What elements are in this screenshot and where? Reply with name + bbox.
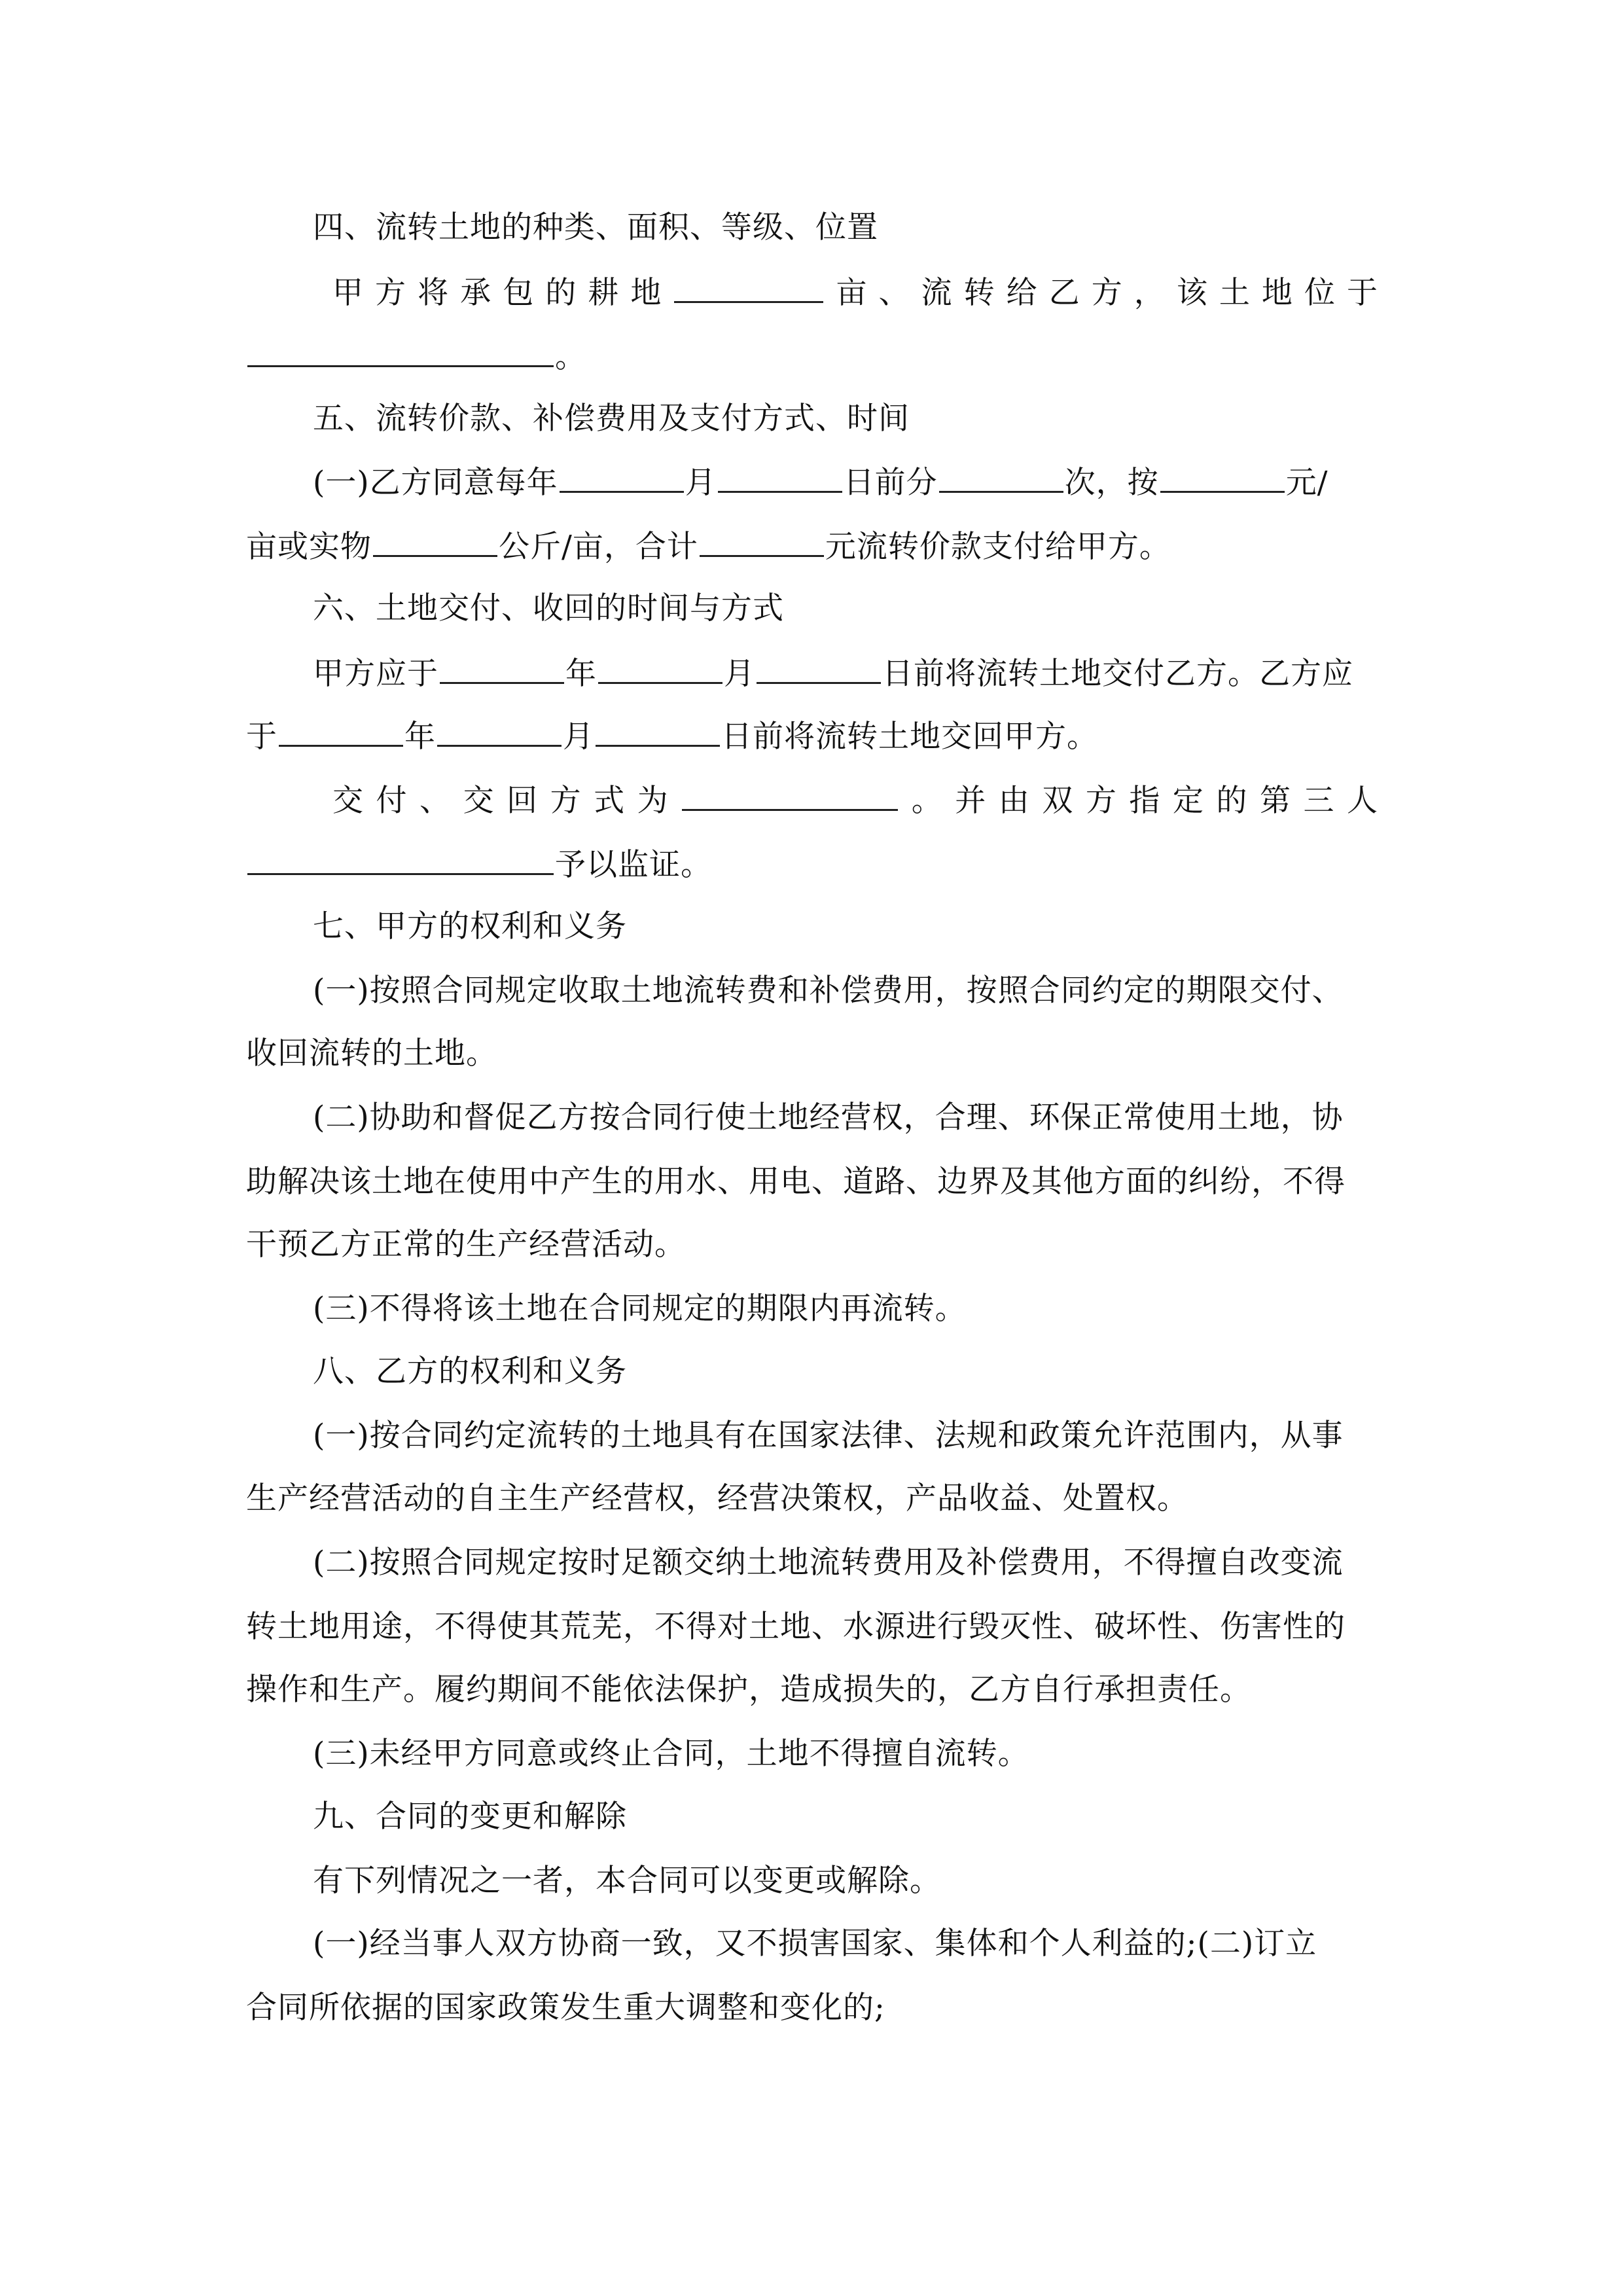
delivery-day-blank[interactable] (757, 653, 881, 684)
area-blank[interactable] (674, 272, 823, 303)
section-8-item-2-line-1: (二)按照合同规定按时足额交纳土地流转费用及补偿费用，不得擅自改变流 (313, 1545, 1344, 1581)
section-8-item-1-line-1: (一)按合同约定流转的土地具有在国家法律、法规和政策允许范围内，从事 (313, 1418, 1344, 1454)
section-6-paragraph-2-line-1: 交付、交回方式为 。并由双方指定的第三人 (332, 780, 1378, 819)
section-7-item-1-line-2: 收回流转的土地。 (246, 1035, 497, 1071)
section-8-item-2-line-3: 操作和生产。履约期间不能依法保护，造成损失的，乙方自行承担责任。 (246, 1672, 1251, 1708)
section-7-item-3: (三)不得将该土地在合同规定的期限内再流转。 (313, 1291, 967, 1327)
location-blank[interactable] (247, 336, 554, 367)
section-8-item-2-line-2: 转土地用途，不得使其荒芜，不得对土地、水源进行毁灭性、破坏性、伤害性的 (246, 1609, 1346, 1645)
section-5-paragraph-line-2: 亩或实物 公斤/亩，合计 元流转价款支付给甲方。 (246, 526, 1378, 565)
section-7-item-2-line-2: 助解决该土地在使用中产生的用水、用电、道路、边界及其他方面的纠纷，不得 (246, 1164, 1346, 1200)
section-8-heading: 八、乙方的权利和义务 (313, 1354, 627, 1390)
return-year-blank[interactable] (279, 716, 403, 747)
delivery-month-blank[interactable] (598, 653, 722, 684)
section-4-paragraph-line-1: 甲方将承包的耕地 亩、流转给乙方，该土地位于 (332, 272, 1378, 312)
delivery-year-blank[interactable] (440, 653, 564, 684)
section-9-items-line-2: 合同所依据的国家政策发生重大调整和变化的; (246, 1990, 885, 2026)
section-9-items-line-1: (一)经当事人双方协商一致，又不损害国家、集体和个人利益的;(二)订立 (313, 1926, 1317, 1962)
section-4-heading: 四、流转土地的种类、面积、等级、位置 (313, 209, 878, 245)
section-7-item-2-line-3: 干预乙方正常的生产经营活动。 (246, 1227, 686, 1263)
section-6-heading: 六、土地交付、收回的时间与方式 (313, 590, 784, 626)
price-per-mu-blank[interactable] (1160, 462, 1285, 493)
delivery-method-blank[interactable] (682, 780, 898, 811)
section-9-intro: 有下列情况之一者，本合同可以变更或解除。 (313, 1863, 941, 1899)
section-9-heading: 九、合同的变更和解除 (313, 1799, 627, 1835)
return-day-blank[interactable] (596, 716, 720, 747)
section-5-paragraph-line-1: (一)乙方同意每年 月 日前分 次，按 元/ (313, 462, 1378, 501)
payment-month-blank[interactable] (560, 462, 684, 493)
section-6-paragraph-line-1: 甲方应于 年 月 日前将流转土地交付乙方。乙方应 (313, 653, 1378, 692)
kg-per-mu-blank[interactable] (373, 526, 497, 557)
total-amount-blank[interactable] (700, 526, 824, 557)
section-8-item-1-line-2: 生产经营活动的自主生产经营权，经营决策权，产品收益、处置权。 (246, 1480, 1188, 1516)
section-5-heading: 五、流转价款、补偿费用及支付方式、时间 (313, 401, 910, 437)
section-7-item-1-line-1: (一)按照合同规定收取土地流转费和补偿费用，按照合同约定的期限交付、 (313, 973, 1344, 1009)
third-party-blank[interactable] (247, 844, 554, 875)
section-7-heading: 七、甲方的权利和义务 (313, 908, 627, 944)
section-6-paragraph-line-2: 于 年 月 日前将流转土地交回甲方。 (246, 716, 1378, 755)
section-4-paragraph-line-2: 。 (246, 336, 1378, 376)
section-8-item-3: (三)未经甲方同意或终止合同，土地不得擅自流转。 (313, 1736, 1029, 1772)
payment-times-blank[interactable] (939, 462, 1063, 493)
section-6-paragraph-2-line-2: 予以监证。 (246, 844, 1378, 884)
payment-day-blank[interactable] (718, 462, 842, 493)
section-7-item-2-line-1: (二)协助和督促乙方按合同行使土地经营权，合理、环保正常使用土地，协 (313, 1100, 1344, 1136)
return-month-blank[interactable] (437, 716, 562, 747)
